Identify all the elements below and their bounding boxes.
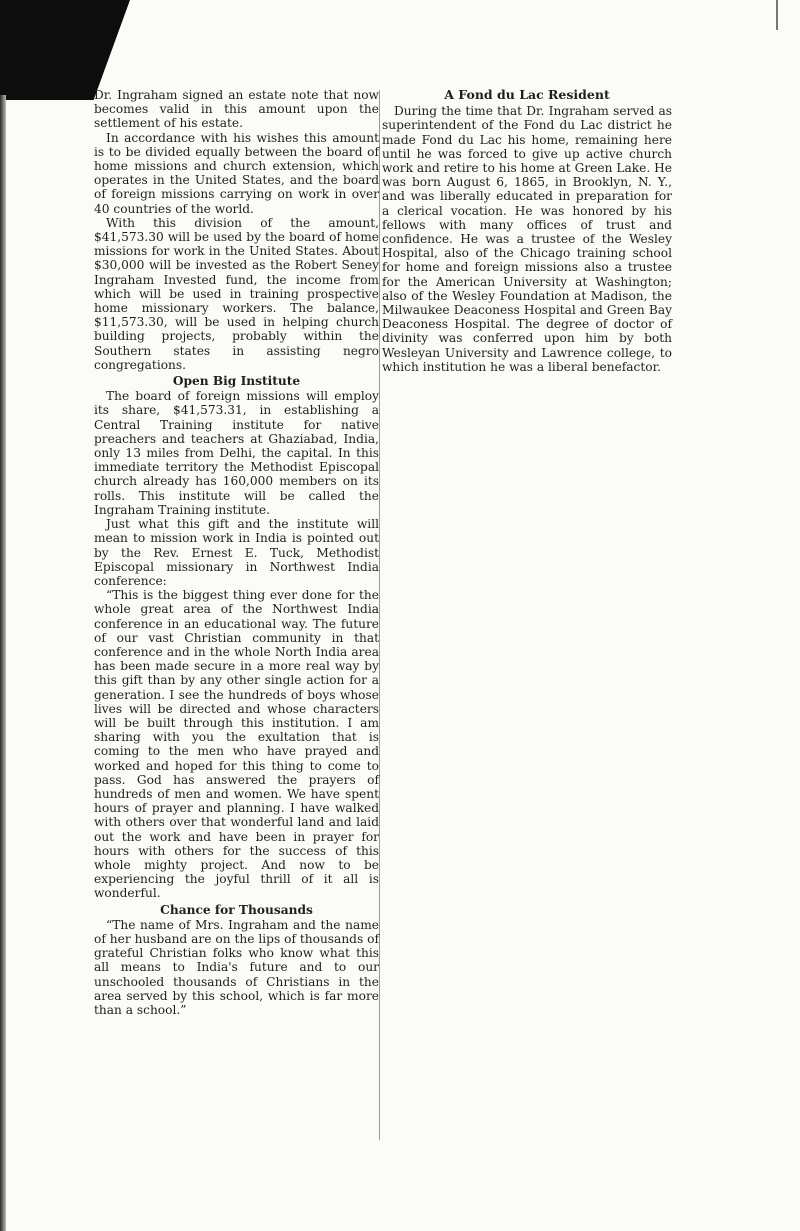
article-column-left [94, 88, 379, 1017]
subheading-open-big-institute: Open Big Institute [172, 374, 301, 389]
paragraph-biography: During the time that Dr. Ingraham served as superintendent of the Fond du Lac district he made Fond du Lac his home, remaining here until he was forced to give up active church work and retire to his home at Green Lake. He was born August 6, 1865, in Brooklyn, N. Y., and was liberally educated in preparation for a clerical vocation. He was honored by his fellows with many offices of trust and confidence. He was a trustee of the Wesley Hospital, also of the Chicago training school for home and foreign missions also a trustee for the American University at Washington; also of the Wesley Foundation at Madison, the Milwaukee Deaconess Hospital and Green Bay Deaconess Hospital. The degree of doctor of divinity was conferred upon him by both Wesleyan University and Lawrence college, to which institution he was a liberal benefactor. [382, 104, 672, 374]
paragraph-home-missions: With this division of the amount, $41,573.30 will be used by the board of home missions for work in the United States. About $30,000 will be invested as the Robert Seney Ingraham Invested fund, the income from which will be used in training prospective home missionary workers. The balance, $11,573.30, will be used in helping church building projects, probably within the Southern states in assisting negro congregations. [94, 215, 379, 372]
scan-left-edge [0, 95, 6, 1231]
paragraph-foreign-missions: The board of foreign missions will employ its share, $41,573.31, in establishing a Central Training institute for native preachers and teachers at Ghaziabad, India, only 13 miles from Delhi, the capital. In this immediate territory the Methodist Episcopal church already has 160,000 members on its rolls. This institute will be called the Ingraham Training institute. [94, 389, 379, 517]
paragraph-division: In accordance with his wishes this amount is to be divided equally between the board of home missions and church extension, which operates in the United States, and the board of foreign missions carrying on work in over 40 countries of the world. [94, 130, 379, 216]
paragraph-closing-quote: “The name of Mrs. Ingraham and the name of her husband are on the lips of thousands of grateful Christian folks who know what this all means to India's future and to our unschooled thousands of Christians in the area served by this school, which is far more than a school.” [94, 917, 379, 1017]
scan-dark-corner [0, 0, 130, 100]
paragraph-tuck-intro: Just what this gift and the institute will mean to mission work in India is pointed out by the Rev. Ernest E. Tuck, Methodist Episcopal missionary in Northwest India conference: [94, 517, 379, 588]
subheading-fond-du-lac-resident: A Fond du Lac Resident [444, 87, 610, 102]
subheading-chance-for-thousands: Chance for Thousands [160, 902, 313, 917]
scan-edge-mark [776, 0, 778, 30]
paragraph-tuck-quote: “This is the biggest thing ever done for the whole great area of the Northwest India conference in an educational way. The future of our vast Christian community in that conference and in the whole North India area has been made secure in a more real way by this gift than by any other single action for a generation. I see the hundreds of boys whose lives will be directed and whose characters will be built through this institution. I am sharing with you the exultation that is coming to the men who have prayed and worked and hoped for this thing to come to pass. God has answered the prayers of hundreds of men and women. We have spent hours of prayer and planning. I have walked with others over that wonderful land and laid out the work and have been in prayer for hours with others for the success of this whole mighty project. And now to be experiencing the joyful thrill of it all is wonderful. [94, 588, 379, 901]
paragraph-estate-note: Dr. Ingraham signed an estate note that now becomes valid in this amount upon the settlement of his estate. [94, 88, 379, 131]
column-rule [379, 90, 380, 1140]
article-column-right [382, 88, 672, 374]
